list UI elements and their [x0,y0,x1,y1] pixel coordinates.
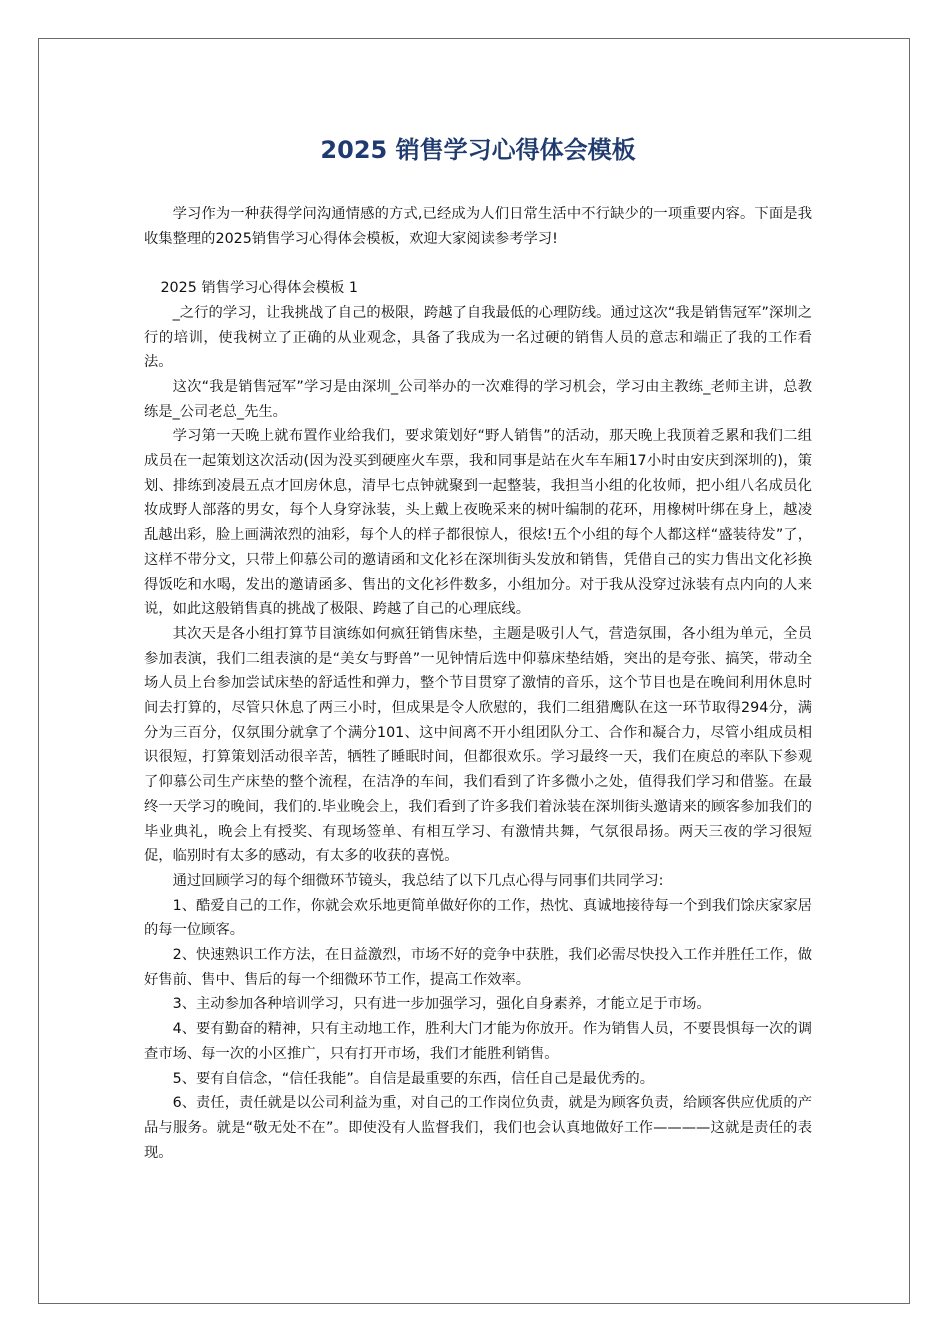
list-item: 6、责任，责任就是以公司利益为重，对自己的工作岗位负责，就是为顾客负责，给顾客供应优质的产品与服务。就是“敬无处不在”。即使没有人监督我们，我们也会认真地做好工作————这就是责任的表现。 [144,1095,812,1161]
list-item: 3、主动参加各种培训学习，只有进一步加强学习，强化自身素养，才能立足于市场。 [172,996,711,1013]
list-item: 4、要有勤奋的精神，只有主动地工作，胜利大门才能为你放开。作为销售人员，不要畏惧每一次的调查市场、每一次的小区推广，只有打开市场，我们才能胜利销售。 [144,1021,812,1062]
body-paragraph: 其次天是各小组打算节目演练如何疯狂销售床垫，主题是吸引人气，营造氛围，各小组为单元，全员参加表演，我们二组表演的是“美女与野兽”一见钟情后选中仰慕床垫结婚，突出的是夸张、搞笑，带动全场人员上台参加尝试床垫的舒适性和弹力，整个节目贯穿了激情的音乐，这个节目也是在晚间利用休息时间去打算的，尽管只休息了两三小时，但成果是令人欣慰的，我们二组猎鹰队在这一环节取得294分，满分为三百分，仅氛围分就拿了个满分101、这中间离不开小组团队分工、合作和凝合力，尽管小组成员相识很短，打算策划活动很辛苦，牺牲了睡眠时间，但都很欢乐。学习最终一天，我们在庾总的率队下参观了仰慕公司生产床垫的整个流程，在洁净的车间，我们看到了许多微小之处，值得我们学习和借鉴。在最终一天学习的晚间，我们的.毕业晚会上，我们看到了许多我们着泳装在深圳街头邀请来的顾客参加我们的毕业典礼，晚会上有授奖、有现场签单、有相互学习、有激情共舞，气氛很昂扬。两天三夜的学习很短促，临别时有太多的感动，有太多的收获的喜悦。 [144,625,812,865]
body-paragraph: 这次“我是销售冠军”学习是由深圳_公司举办的一次难得的学习机会，学习由主教练_老师主讲，总教练是_公司老总_先生。 [144,378,812,420]
list-item: 5、要有自信念，“信任我能”。自信是最重要的东西，信任自己是最优秀的。 [172,1070,654,1087]
body-paragraph: 通过回顾学习的每个细微环节镜头，我总结了以下几点心得与同事们共同学习: [172,872,664,889]
body-paragraph: 学习第一天晚上就布置作业给我们，要求策划好“野人销售”的活动，那天晚上我顶着乏累和我们二组成员在一起策划这次活动(因为没买到硬座火车票，我和同事是站在火车车厢17小时由安庆到深圳的)，策划、排练到凌晨五点才回房休息，清早七点钟就聚到一起整装，我担当小组的化妆师，把小组八名成员化妆成野人部落的男女，每个人身穿泳装，头上戴上夜晚采来的树叶编制的花环，用橡树叶绑在身上，越凌乱越出彩，脸上画满浓烈的油彩，每个人的样子都很惊人，很炫!五个小组的每个人都这样“盛装待发”了，这样不带分文，只带上仰慕公司的邀请函和文化衫在深圳街头发放和销售，凭借自己的实力售出文化衫换得饭吃和水喝，发出的邀请函多、售出的文化衫件数多，小组加分。对于我从没穿过泳装有点内向的人来说，如此这般销售真的挑战了极限、跨越了自己的心理底线。 [144,428,812,618]
document-title: 2025 销售学习心得体会模板 [320,136,636,164]
section-heading: 2025 销售学习心得体会模板 1 [160,280,358,297]
list-item: 2、快速熟识工作方法，在日益激烈，市场不好的竞争中获胜，我们必需尽快投入工作并胜任工作，做好售前、售中、售后的每一个细微环节工作，提高工作效率。 [144,947,812,988]
paragraph-spacer [144,251,812,276]
body-paragraph: _之行的学习，让我挑战了自己的极限，跨越了自我最低的心理防线。通过这次“我是销售冠军”深圳之行的培训，使我树立了正确的从业观念，具备了我成为一名过硬的销售人员的意志和端正了我的工作看法。 [144,304,812,371]
list-item: 1、酷爱自己的工作，你就会欢乐地更简单做好你的工作，热忱、真诚地接待每一个到我们馀庆家家居的每一位顾客。 [144,897,812,939]
document-body [144,202,812,1165]
intro-paragraph: 学习作为一种获得学问沟通情感的方式,已经成为人们日常生活中不行缺少的一项重要内容。下面是我收集整理的2025销售学习心得体会模板，欢迎大家阅读参考学习! [144,206,812,247]
